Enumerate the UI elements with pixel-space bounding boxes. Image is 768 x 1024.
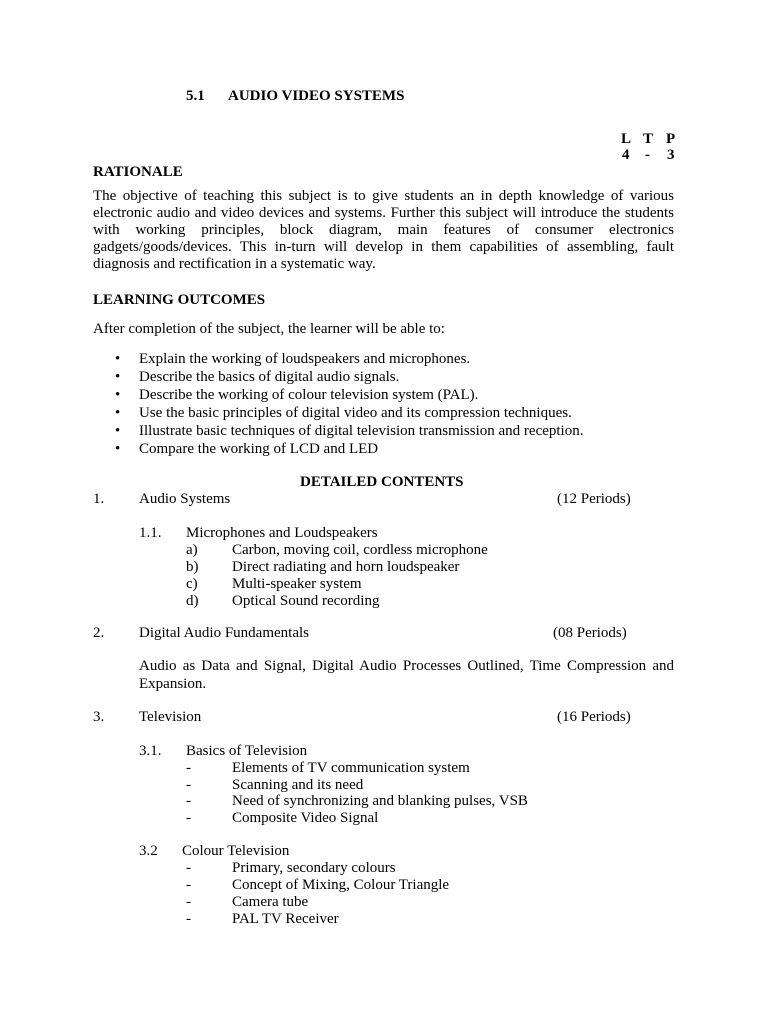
section-title: Digital Audio Fundamentals <box>139 625 309 641</box>
item-text: Multi-speaker system <box>232 576 362 592</box>
ltp-value-l: 4 <box>622 147 630 163</box>
section-title: Television <box>139 709 202 725</box>
bullet-icon: • <box>115 405 121 421</box>
item-marker: - <box>186 911 191 927</box>
outcome-item: Describe the working of colour television system (PAL). <box>139 387 479 403</box>
ltp-value-t: - <box>645 147 650 163</box>
outcome-item: Use the basic principles of digital video and its compression techniques. <box>139 405 572 421</box>
item-text: Optical Sound recording <box>232 593 380 609</box>
section-number: 2. <box>93 625 105 641</box>
item-text: PAL TV Receiver <box>232 911 339 927</box>
item-text: Scanning and its need <box>232 777 364 793</box>
item-marker: - <box>186 777 191 793</box>
item-text: Carbon, moving coil, cordless microphone <box>232 542 488 558</box>
outcome-item: Illustrate basic techniques of digital television transmission and reception. <box>139 423 584 439</box>
subsection-title: Basics of Television <box>186 743 308 759</box>
course-title: AUDIO VIDEO SYSTEMS <box>228 88 405 104</box>
course-number: 5.1 <box>186 88 205 104</box>
section-number: 1. <box>93 491 105 507</box>
subsection-number: 3.1. <box>139 743 162 759</box>
section-text-line: Audio as Data and Signal, Digital Audio Processes Outlined, Time Compression and <box>139 658 674 674</box>
ltp-header-row <box>618 131 688 148</box>
item-marker: a) <box>186 542 198 558</box>
item-text: Concept of Mixing, Colour Triangle <box>232 877 450 893</box>
rationale-heading: RATIONALE <box>93 164 183 180</box>
item-marker: - <box>186 760 191 776</box>
item-marker: d) <box>186 593 199 609</box>
subsection-number: 1.1. <box>139 525 162 541</box>
detailed-contents-heading: DETAILED CONTENTS <box>300 474 464 490</box>
item-marker: - <box>186 894 191 910</box>
rationale-line: diagnosis and rectification in a systematic way. <box>93 256 376 272</box>
item-text: Composite Video Signal <box>232 810 379 826</box>
ltp-header-t: T <box>643 131 654 147</box>
ltp-value-p: 3 <box>667 147 675 163</box>
item-marker: - <box>186 810 191 826</box>
learning-outcomes-heading: LEARNING OUTCOMES <box>93 292 266 308</box>
rationale-line: electronic audio and video devices and systems. Further this subject will introduce the students <box>93 205 674 221</box>
item-marker: - <box>186 860 191 876</box>
item-marker: - <box>186 877 191 893</box>
item-text: Primary, secondary colours <box>232 860 396 876</box>
item-text: Camera tube <box>232 894 309 910</box>
subsection-title: Microphones and Loudspeakers <box>186 525 378 541</box>
rationale-line: The objective of teaching this subject is to give students an in depth knowledge of various <box>93 188 674 204</box>
item-marker: c) <box>186 576 198 592</box>
item-text: Need of synchronizing and blanking pulses, VSB <box>232 793 528 809</box>
outcome-item: Compare the working of LCD and LED <box>139 441 379 457</box>
ltp-header-l: L <box>621 131 632 147</box>
item-text: Elements of TV communication system <box>232 760 470 776</box>
bullet-icon: • <box>115 387 121 403</box>
outcome-item: Describe the basics of digital audio signals. <box>139 369 400 385</box>
section-periods: (08 Periods) <box>553 625 627 641</box>
bullet-icon: • <box>115 441 121 457</box>
rationale-line: with working principles, block diagram, main features of consumer electronics <box>93 222 674 238</box>
bullet-icon: • <box>115 351 121 367</box>
section-title: Audio Systems <box>139 491 231 507</box>
ltp-value-row <box>618 147 688 164</box>
item-marker: b) <box>186 559 199 575</box>
section-periods: (16 Periods) <box>557 709 631 725</box>
subsection-title: Colour Television <box>182 843 290 859</box>
ltp-header-p: P <box>666 131 676 147</box>
learning-outcomes-intro: After completion of the subject, the learner will be able to: <box>93 321 445 337</box>
section-periods: (12 Periods) <box>557 491 631 507</box>
rationale-line: gadgets/goods/devices. This in-turn will develop in them capabilities of assembling, fault <box>93 239 674 255</box>
bullet-icon: • <box>115 423 121 439</box>
bullet-icon: • <box>115 369 121 385</box>
subsection-number: 3.2 <box>139 843 158 859</box>
item-text: Direct radiating and horn loudspeaker <box>232 559 460 575</box>
section-number: 3. <box>93 709 105 725</box>
section-text-line: Expansion. <box>139 676 207 692</box>
outcome-item: Explain the working of loudspeakers and microphones. <box>139 351 471 367</box>
item-marker: - <box>186 793 191 809</box>
